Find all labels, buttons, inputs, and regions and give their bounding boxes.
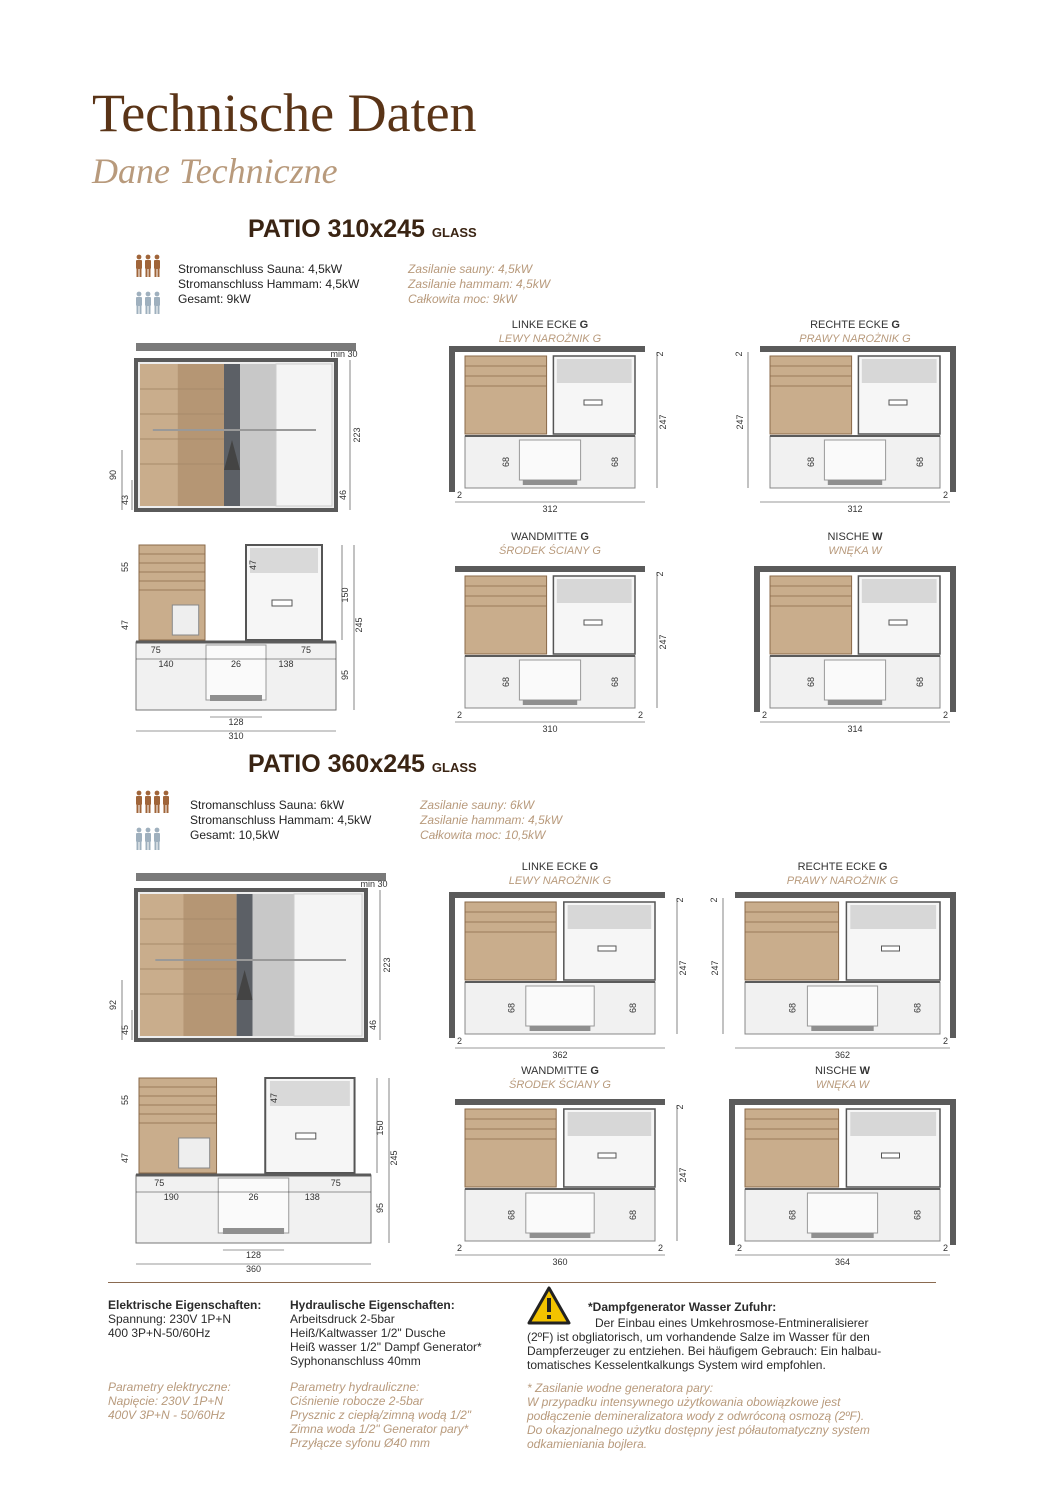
dimension-label: 245	[389, 1150, 399, 1166]
dimension-label: 247	[735, 414, 745, 430]
variant-label-de	[743, 1064, 943, 1078]
person-icon	[136, 292, 160, 314]
wall	[950, 892, 956, 1038]
wall	[455, 892, 665, 898]
dimension-label: 47	[120, 619, 130, 631]
dimension-label: 68	[787, 1209, 798, 1221]
power-spec-line-pl: Zasilanie hammam: 4,5kW	[408, 277, 551, 291]
dimension-label: 2	[457, 1036, 463, 1046]
shower-column	[224, 364, 240, 506]
model-suffix: GLASS	[431, 225, 477, 240]
dimension-label: 223	[382, 957, 392, 973]
warning-pl-line: Do okazjonalnego użytku dostępny jest półautomatyczny system	[527, 1423, 870, 1437]
variant-name: RECHTE ECKE	[810, 319, 889, 331]
dimension-label: 223	[352, 427, 362, 443]
variant-label	[743, 860, 943, 888]
wall	[449, 892, 455, 1038]
warning-line: tomatisches Kesselentkalkungs System wird empfohlen.	[527, 1358, 826, 1372]
dimension-label: 47	[120, 1152, 130, 1164]
model-name: PATIO 310x245	[248, 215, 425, 243]
dimension-label: 68	[628, 1002, 638, 1014]
variant-name: LINKE ECKE	[521, 861, 587, 873]
hydraulic-pl-line: Zimna woda 1/2" Generator pary*	[290, 1422, 469, 1436]
variant-label-de	[460, 1064, 660, 1078]
warning-pl-line: W przypadku intensywnego użytkowania obowiązkowe jest	[527, 1395, 841, 1409]
warning-pl-line: * Zasilanie wodne generatora pary:	[527, 1381, 714, 1395]
person-icon	[136, 828, 160, 850]
warning-pl-block	[527, 1381, 937, 1451]
dimension-label: 310	[542, 724, 558, 734]
warning-pl-line: podłączenie demineralizatora wody z odwróconą osmozą (2ºF).	[527, 1409, 865, 1423]
hydraulic-title: Hydraulische Eigenschaften:	[290, 1298, 455, 1312]
warning-title-text: *Dampfgenerator Wasser Zufuhr:	[588, 1300, 777, 1314]
variant-label	[755, 530, 955, 558]
warning-block	[527, 1316, 937, 1372]
page-title: Technische Daten	[92, 83, 477, 143]
dimension-label: 247	[658, 634, 668, 650]
variant-plan	[734, 342, 970, 522]
dimension-label: 68	[501, 676, 512, 688]
min-distance-label: min 30	[330, 349, 358, 359]
power-specs-de	[190, 798, 420, 843]
hydraulic-block	[290, 1298, 520, 1368]
dimension-label: 362	[834, 1050, 851, 1060]
front-elevation	[96, 335, 366, 525]
electric-line: 400 3P+N-50/60Hz	[108, 1326, 211, 1340]
power-spec-line: Gesamt: 9kW	[178, 292, 251, 306]
wall	[760, 566, 950, 572]
dimension-label: 362	[552, 1050, 568, 1060]
wall	[455, 1099, 665, 1105]
power-spec-line-pl: Całkowita moc: 9kW	[408, 292, 517, 306]
dimension-label: 2	[675, 897, 685, 903]
hydraulic-line: Syphonanschluss 40mm	[290, 1354, 421, 1368]
variant-plan	[435, 342, 668, 522]
model-suffix: GLASS	[431, 760, 477, 775]
dimension-label: 47	[269, 1092, 279, 1104]
variant-label-de	[755, 530, 955, 544]
dimension-label: 68	[610, 456, 620, 468]
power-spec-line: Stromanschluss Sauna: 6kW	[190, 798, 345, 812]
dimension-label: 46	[338, 489, 348, 501]
dimension-label: 2	[762, 710, 768, 720]
dimension-label: 75	[154, 1178, 165, 1188]
wall	[760, 346, 950, 352]
variant-label-pl: ŚRODEK ŚCIANY G	[509, 1079, 611, 1091]
power-spec-line-pl: Zasilanie sauny: 6kW	[420, 798, 535, 812]
min-distance-label: min 30	[360, 879, 388, 889]
variant-code: G	[590, 1065, 599, 1077]
wall	[455, 566, 645, 572]
electric-pl-line: Parametry elektryczne:	[108, 1380, 231, 1394]
model-name: PATIO 360x245	[248, 750, 425, 778]
variant-label-de	[743, 860, 943, 874]
power-spec-line: Stromanschluss Sauna: 4,5kW	[178, 262, 343, 276]
person-icon	[136, 791, 169, 813]
variant-label-pl: ŚRODEK ŚCIANY G	[499, 545, 601, 557]
wall	[729, 1099, 735, 1245]
power-spec-line-pl: Zasilanie hammam: 4,5kW	[420, 813, 563, 827]
dimension-label: 68	[806, 676, 817, 688]
variant-name: WANDMITTE	[511, 531, 578, 543]
dimension-label: 47	[248, 559, 258, 571]
dimension-label: 43	[120, 494, 130, 506]
variant-name: NISCHE	[827, 531, 870, 543]
variant-label-de	[460, 860, 660, 874]
divider	[108, 1282, 936, 1283]
dimension-label: 75	[150, 645, 161, 655]
dimension-label: 128	[228, 717, 244, 727]
person-icon	[136, 255, 160, 277]
dimension-label: 150	[375, 1120, 385, 1136]
warning-line: Dampferzeuger zu entziehen. Bei häufigem Gebrauch: Ein halbau-	[527, 1344, 882, 1358]
variant-plan	[435, 1095, 688, 1275]
dimension-label: 75	[300, 645, 312, 655]
variant-label-pl: PRAWY NAROŻNIK G	[786, 875, 899, 887]
variant-name: NISCHE	[814, 1065, 857, 1077]
power-spec-line: Gesamt: 10,5kW	[190, 828, 280, 842]
warning-title	[588, 1300, 928, 1314]
hydraulic-line: Arbeitsdruck 2-5bar	[290, 1312, 395, 1326]
dimension-label: 2	[657, 1243, 663, 1253]
power-specs-de	[178, 262, 408, 307]
dimension-label: 2	[655, 571, 665, 577]
variant-label-pl: LEWY NAROŻNIK G	[498, 333, 602, 345]
electric-pl-line: 400V 3P+N - 50/60Hz	[108, 1408, 226, 1422]
variant-label	[450, 530, 650, 558]
variant-code: G	[878, 861, 888, 873]
dimension-label: 247	[678, 960, 688, 976]
dimension-label: 247	[710, 960, 720, 976]
wall	[735, 892, 950, 898]
dimension-label: 364	[834, 1257, 851, 1267]
dimension-label: 95	[375, 1202, 385, 1214]
variant-plan	[435, 562, 668, 742]
hydraulic-pl-line: Przyłącze syfonu Ø40 mm	[290, 1436, 431, 1450]
power-specs-pl	[420, 798, 620, 843]
wall	[449, 346, 455, 492]
warning-pl-line: odkamieniania bojlera.	[527, 1437, 648, 1451]
dimension-label: 150	[340, 587, 350, 603]
variant-code: W	[859, 1065, 870, 1077]
dimension-label: 46	[368, 1019, 378, 1031]
variant-plan	[740, 562, 970, 742]
dimension-label: 312	[542, 504, 558, 514]
dimension-label: 2	[457, 490, 463, 500]
dimension-label: 138	[304, 1192, 320, 1202]
dimension-label: 75	[330, 1178, 341, 1188]
dimension-label: 68	[787, 1002, 798, 1014]
wall	[950, 566, 956, 712]
dimension-label: 26	[248, 1192, 259, 1202]
electric-line: Spannung: 230V 1P+N	[108, 1312, 232, 1326]
dimension-label: 140	[158, 659, 174, 669]
power-spec-line-pl: Zasilanie sauny: 4,5kW	[408, 262, 533, 276]
dimension-label: 90	[108, 469, 118, 481]
dimension-label: 2	[942, 1243, 948, 1253]
variant-label-pl: WNĘKA W	[828, 545, 882, 557]
dimension-label: 2	[655, 351, 665, 357]
variant-plan	[715, 1095, 970, 1275]
dimension-label: 68	[915, 676, 925, 688]
dimension-label: 312	[847, 504, 863, 514]
electric-pl-block	[108, 1380, 283, 1422]
dimension-label: 55	[120, 561, 130, 573]
variant-name: RECHTE ECKE	[797, 861, 876, 873]
dimension-label: 2	[637, 710, 643, 720]
dimension-label: 247	[678, 1167, 688, 1183]
power-spec-line-pl: Całkowita moc: 10,5kW	[420, 828, 546, 842]
dimension-label: 2	[675, 1104, 685, 1110]
variant-name: LINKE ECKE	[511, 319, 577, 331]
floor-plan	[106, 1070, 421, 1285]
dimension-label: 2	[709, 897, 719, 903]
dimension-label: 2	[942, 710, 948, 720]
dimension-label: 68	[628, 1209, 638, 1221]
electric-block	[108, 1298, 283, 1340]
dimension-label: 68	[506, 1209, 517, 1221]
dimension-label: 360	[552, 1257, 568, 1267]
shower-column	[237, 894, 253, 1036]
dimension-label: 26	[230, 659, 242, 669]
variant-label-pl: LEWY NAROŻNIK G	[508, 875, 612, 887]
variant-label	[460, 860, 660, 888]
variant-label-pl: PRAWY NAROŻNIK G	[799, 333, 911, 345]
variant-label-de	[450, 318, 650, 332]
variant-label-de	[450, 530, 650, 544]
variant-name: WANDMITTE	[521, 1065, 588, 1077]
dimension-label: 55	[120, 1094, 130, 1106]
dimension-label: 245	[354, 617, 364, 633]
dimension-label: 2	[734, 351, 744, 357]
dimension-label: 68	[610, 676, 620, 688]
dimension-label: 138	[278, 659, 294, 669]
dimension-label: 68	[806, 456, 817, 468]
variant-label	[460, 1064, 660, 1092]
dimension-label: 68	[912, 1002, 923, 1014]
warning-line: (2ºF) ist obgliatorisch, um vorhandende Salze im Wasser für den	[527, 1330, 870, 1344]
variant-label-de	[755, 318, 955, 332]
dimension-label: 310	[228, 731, 244, 741]
variant-plan	[435, 888, 688, 1068]
dimension-label: 68	[915, 456, 925, 468]
variant-plan	[709, 888, 970, 1068]
hydraulic-pl-block	[290, 1380, 520, 1450]
model-title	[248, 750, 477, 779]
dimension-label: 2	[457, 710, 463, 720]
dimension-label: 247	[658, 414, 668, 430]
dimension-label: 92	[108, 999, 118, 1011]
wall	[950, 346, 956, 492]
dimension-label: 2	[737, 1243, 743, 1253]
capacity-icons	[136, 790, 196, 860]
model-title	[248, 215, 477, 244]
dimension-label: 360	[245, 1264, 262, 1274]
variant-code: G	[580, 531, 589, 543]
dimension-label: 2	[942, 1036, 948, 1046]
variant-code: W	[872, 531, 883, 543]
dimension-label: 68	[506, 1002, 517, 1014]
floor-plan	[106, 537, 386, 752]
hydraulic-line: Heiß/Kaltwasser 1/2" Dusche	[290, 1326, 446, 1340]
variant-code: G	[891, 319, 900, 331]
wall	[950, 1099, 956, 1245]
dimension-label: 95	[340, 669, 350, 681]
variant-code: G	[579, 319, 589, 331]
power-specs-pl	[408, 262, 608, 307]
front-elevation	[96, 865, 396, 1055]
wall	[754, 566, 760, 712]
wall	[455, 346, 645, 352]
page-subtitle: Dane Techniczne	[92, 151, 338, 191]
electric-title: Elektrische Eigenschaften:	[108, 1298, 262, 1312]
power-spec-line: Stromanschluss Hammam: 4,5kW	[178, 277, 360, 291]
dimension-label: 45	[120, 1024, 130, 1036]
wall	[735, 1099, 950, 1105]
variant-code: G	[589, 861, 599, 873]
dimension-label: 2	[942, 490, 948, 500]
dimension-label: 2	[457, 1243, 463, 1253]
dimension-label: 314	[847, 724, 863, 734]
hydraulic-pl-line: Prysznic z ciepłą/zimną wodą 1/2"	[290, 1408, 472, 1422]
dimension-label: 68	[501, 456, 512, 468]
variant-label-pl: WNĘKA W	[815, 1079, 870, 1091]
warning-line: Der Einbau eines Umkehrosmose-Entmineralisierer	[595, 1316, 869, 1330]
variant-label	[743, 1064, 943, 1092]
hydraulic-pl-line: Parametry hydrauliczne:	[290, 1380, 420, 1394]
hydraulic-pl-line: Ciśnienie robocze 2-5bar	[290, 1394, 424, 1408]
dimension-label: 68	[912, 1209, 923, 1221]
dimension-label: 128	[245, 1250, 262, 1260]
dimension-label: 190	[163, 1192, 179, 1202]
hydraulic-line: Heiß wasser 1/2" Dampf Generator*	[290, 1340, 482, 1354]
power-spec-line: Stromanschluss Hammam: 4,5kW	[190, 813, 372, 827]
electric-pl-line: Napięcie: 230V 1P+N	[108, 1394, 224, 1408]
